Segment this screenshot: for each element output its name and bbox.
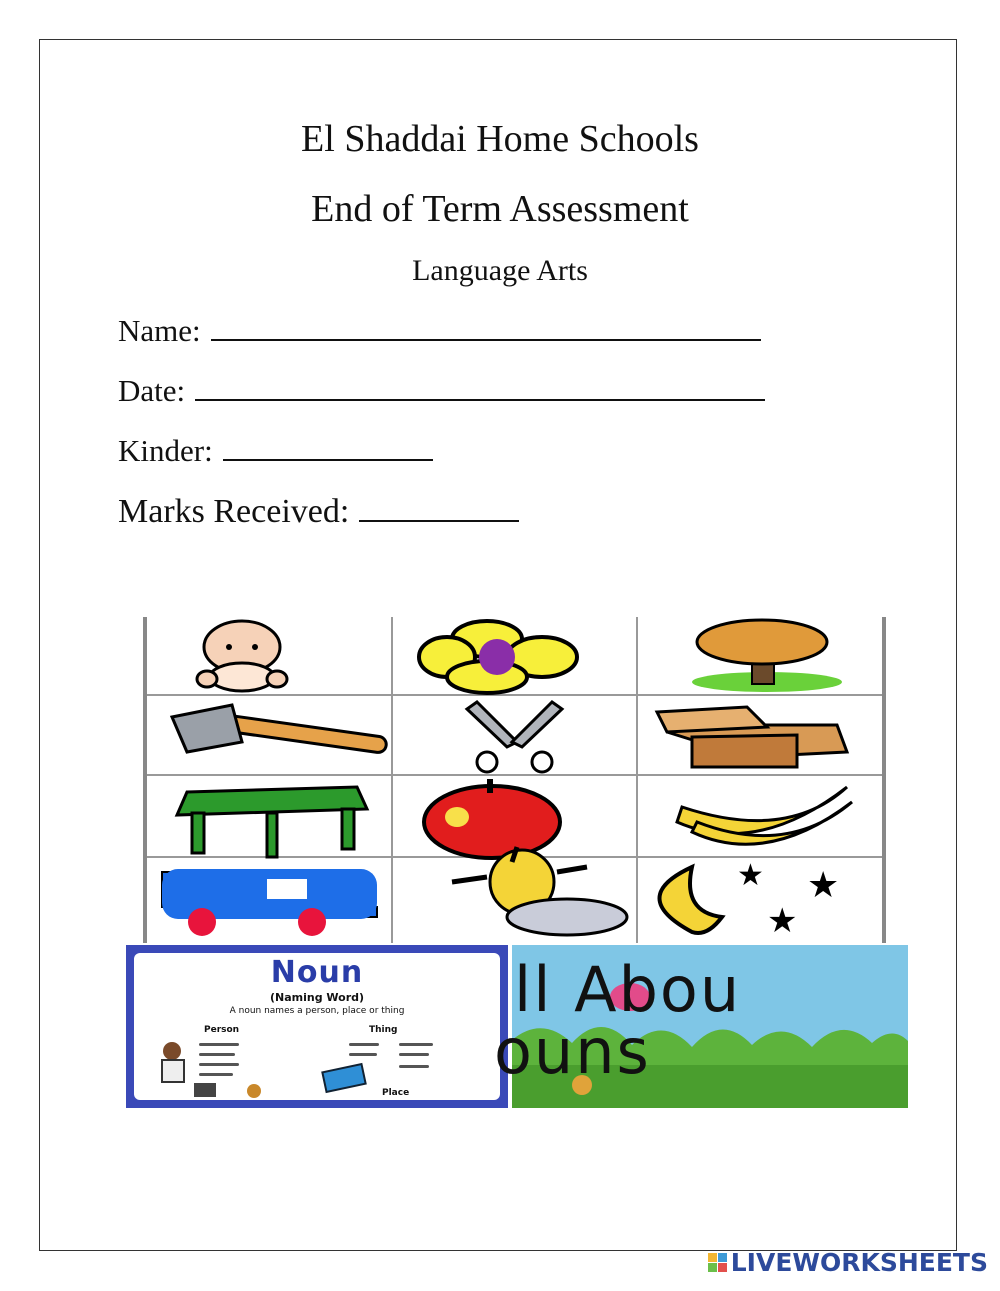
- subject-title: Language Arts: [412, 254, 588, 287]
- liveworksheets-logo-icon: [708, 1253, 727, 1272]
- date-input-line[interactable]: [195, 373, 765, 401]
- noun-poster-title: Noun: [270, 955, 364, 990]
- name-input-line[interactable]: [211, 313, 761, 341]
- thing-column-heading: Thing: [369, 1025, 398, 1035]
- noun-poster: [126, 945, 508, 1108]
- logo-square: [718, 1263, 727, 1272]
- tree-icon: [692, 620, 842, 692]
- sun-icon: [452, 847, 627, 935]
- person-column-heading: Person: [204, 1025, 240, 1035]
- all-about-nouns-banner: [494, 945, 908, 1108]
- marks-field: [118, 493, 519, 531]
- liveworksheets-watermark: [708, 1248, 988, 1277]
- doctor-icon: [162, 1042, 184, 1082]
- banner-line-2: ouns: [494, 1015, 651, 1088]
- logo-square: [708, 1253, 717, 1262]
- marks-label: Marks Received:: [118, 493, 350, 530]
- date-label: Date:: [118, 373, 186, 408]
- noun-picture-grid: [143, 617, 886, 943]
- scissors-icon: [467, 702, 562, 772]
- car-icon: [162, 869, 377, 936]
- bananas-icon: [677, 787, 852, 844]
- svg-text:★: ★: [807, 865, 840, 905]
- name-label: Name:: [118, 313, 201, 348]
- table-icon: [177, 787, 367, 857]
- box-icon: [657, 707, 847, 767]
- place-column-heading: Place: [382, 1088, 410, 1098]
- apple-icon: [424, 779, 560, 858]
- logo-square: [708, 1263, 717, 1272]
- hammer-icon: [172, 705, 387, 753]
- noun-poster-subtitle: (Naming Word): [269, 991, 365, 1004]
- logo-square: [718, 1253, 727, 1262]
- baby-icon: [197, 621, 287, 691]
- toys-icon: [194, 1083, 261, 1098]
- poster-illustrations: [134, 953, 500, 1100]
- noun-poster-panel: [134, 953, 500, 1100]
- noun-poster-definition: A noun names a person, place or thing: [229, 1006, 405, 1016]
- flower-icon: [419, 621, 577, 693]
- watermark-text: LIVEWORKSHEETS: [730, 1248, 988, 1277]
- school-name: El Shaddai Home Schools: [301, 118, 699, 160]
- svg-text:★: ★: [767, 903, 798, 940]
- kinder-label: Kinder:: [118, 433, 213, 468]
- kinder-input-line[interactable]: [223, 433, 433, 461]
- name-field: [118, 313, 761, 349]
- assessment-title: End of Term Assessment: [311, 188, 689, 230]
- marks-input-line[interactable]: [359, 494, 519, 522]
- kinder-field: [118, 433, 433, 469]
- date-field: [118, 373, 765, 409]
- moon-and-stars-icon: [660, 859, 840, 940]
- book-icon: [322, 1064, 365, 1092]
- svg-text:★: ★: [737, 859, 764, 892]
- banner-line-1: ll Abou: [514, 953, 742, 1026]
